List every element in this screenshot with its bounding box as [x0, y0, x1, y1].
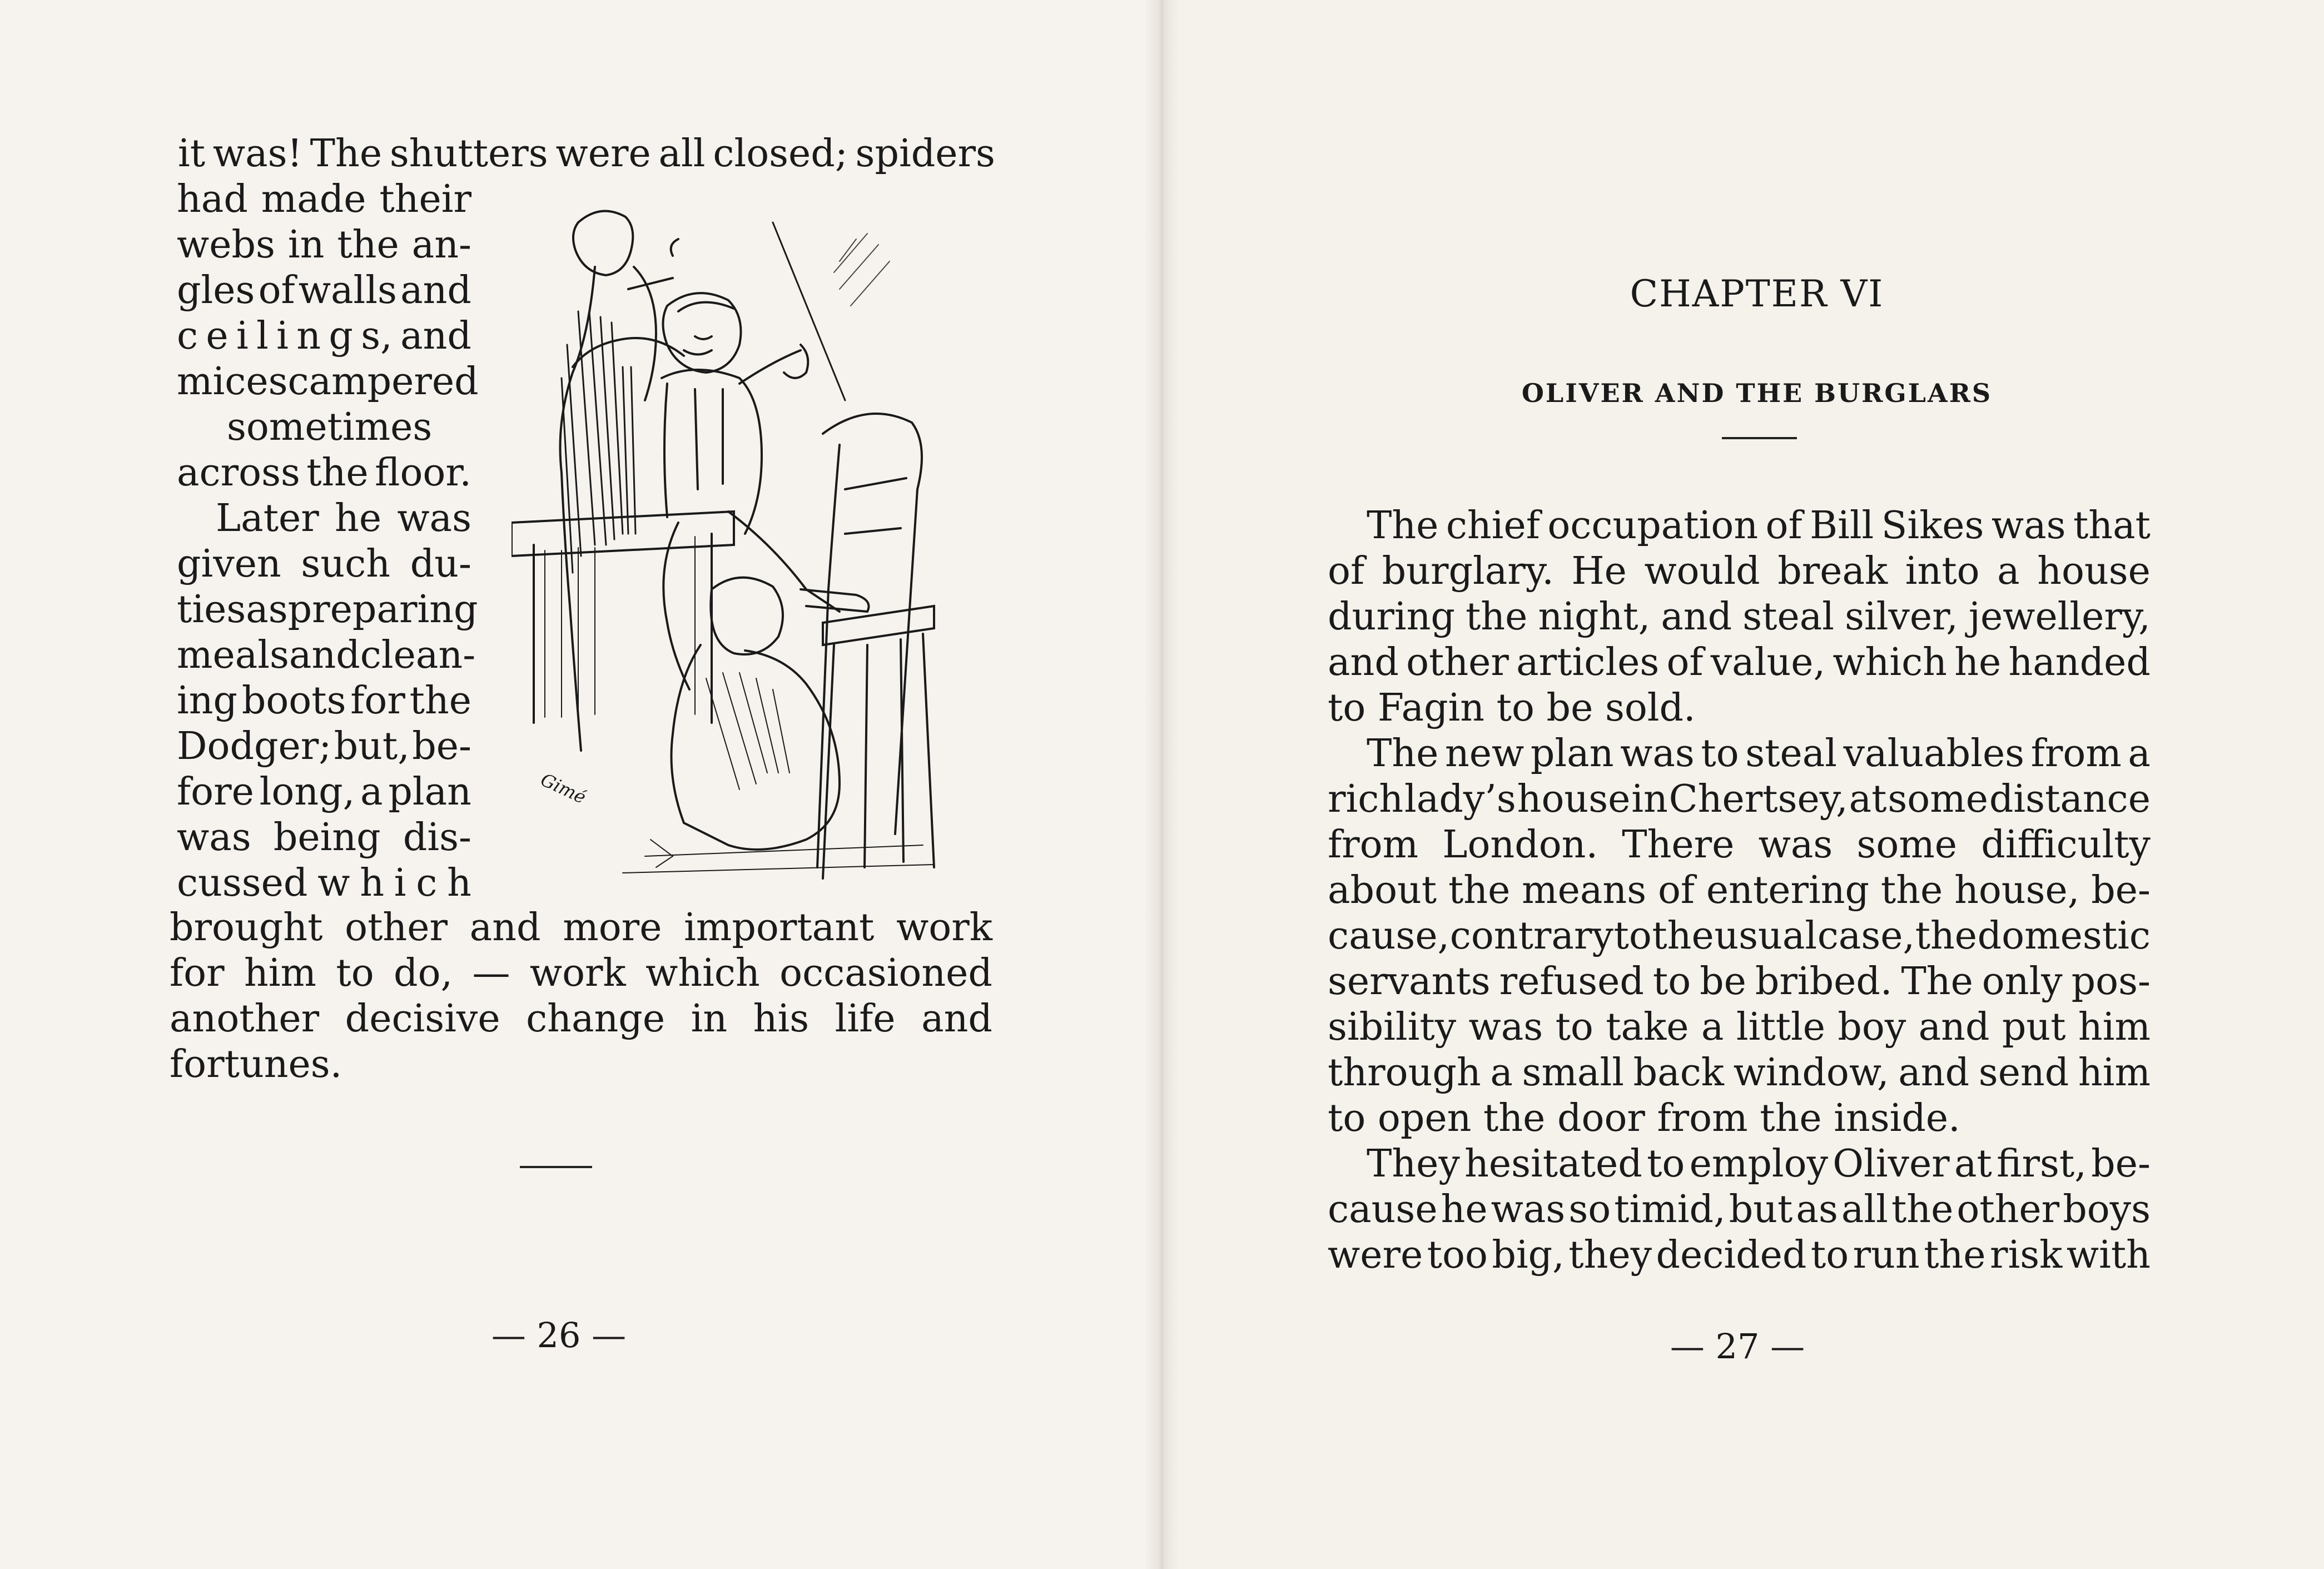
text-line: Dodger; but, be-: [177, 724, 471, 768]
text-line: sometimes: [227, 405, 433, 449]
book-gutter: [1145, 0, 1179, 1569]
left-page-bottom-text: [170, 905, 992, 1088]
text-line: mice scampered: [177, 360, 479, 404]
left-page-wrapped-text: [177, 177, 479, 906]
text-line: to open the door from the inside.: [1328, 1096, 1960, 1140]
text-line: c e i l i n g s, and: [177, 314, 471, 358]
text-line: servants refused to be bribed. The only pos-: [1328, 960, 2151, 1004]
text-line: Later he was: [216, 496, 471, 540]
text-line: to Fagin to be sold.: [1328, 686, 1696, 730]
text-line: cause, contrary to the usual case, the domestic: [1328, 914, 2151, 958]
text-line: cussed w h i c h: [177, 861, 471, 905]
text-line: given such du-: [177, 542, 471, 586]
text-line: sibility was to take a little boy and put him: [1328, 1005, 2151, 1049]
chapter-divider: [1722, 437, 1797, 439]
left-page-top-line: it was! The shutters were all closed; spiders: [178, 132, 995, 176]
text-line: and other articles of value, which he handed: [1328, 640, 2151, 684]
text-line: fortunes.: [170, 1042, 342, 1086]
text-line: from London. There was some difficulty: [1328, 823, 2151, 867]
fagin-oliver-illustration: [512, 200, 967, 895]
text-line: about the means of entering the house, be-: [1328, 868, 2151, 912]
text-line: webs in the an-: [177, 223, 471, 267]
section-divider: [520, 1166, 592, 1168]
text-line: of burglary. He would break into a house: [1328, 549, 2151, 593]
text-line: was being dis-: [177, 816, 471, 860]
text-line: brought other and more important work: [170, 906, 992, 950]
text-line: during the night, and steal silver, jewellery,: [1328, 595, 2151, 639]
text-line: were too big, they decided to run the risk with: [1328, 1233, 2151, 1277]
right-page-body: [1328, 503, 2151, 1278]
text-line: for him to do, — work which occasioned: [170, 951, 992, 995]
page-number-left: — 26 —: [491, 1315, 627, 1356]
text-line: cause he was so timid, but as all the other boys: [1328, 1188, 2151, 1232]
text-line: gles of walls and: [177, 269, 471, 312]
chapter-title: CHAPTER VI: [1630, 272, 1884, 315]
text-line: They hesitated to employ Oliver at first, be-: [1367, 1142, 2151, 1186]
page-number-right: — 27 —: [1670, 1326, 1805, 1367]
text-line: The chief occupation of Bill Sikes was that: [1367, 504, 2151, 548]
text-line: rich lady’s house in Chertsey, at some distance: [1328, 777, 2151, 821]
text-line: another decisive change in his life and: [170, 997, 992, 1041]
text-line: The new plan was to steal valuables from a: [1367, 732, 2151, 776]
chapter-subtitle: OLIVER AND THE BURGLARS: [1521, 378, 1993, 408]
text-line: ties as preparing: [177, 588, 478, 632]
text-line: fore long, a plan: [177, 770, 471, 814]
text-line: across the floor.: [177, 451, 471, 495]
illustration-signature: Gimé: [537, 768, 589, 808]
text-line: ing boots for the: [177, 679, 471, 723]
text-line: meals and clean-: [177, 633, 476, 677]
text-line: through a small back window, and send him: [1328, 1051, 2151, 1095]
text-line: had made their: [177, 177, 471, 221]
